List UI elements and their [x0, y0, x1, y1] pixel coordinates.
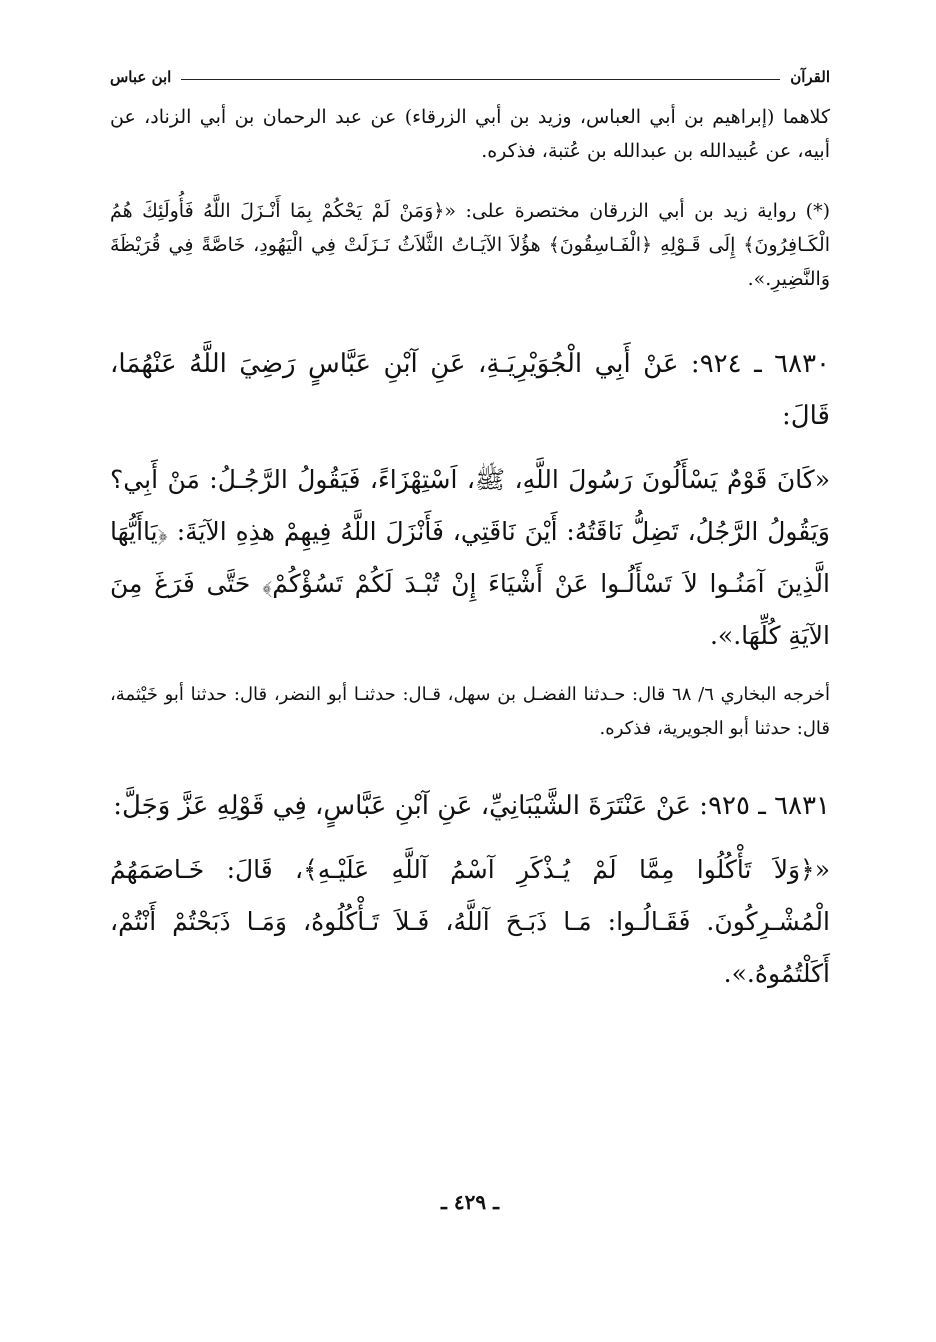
footnote-variant: (*) رواية زيد بن أبي الزرقان مختصرة على: «﴿وَمَنْ لَمْ يَحْكُمْ بِمَا أَنْـزَلَ اللَّهُ فَأُولَئِكَ هُمُ الْكَـافِرُونَ﴾ إِلَى قَـوْلِهِ ﴿الْفَـاسِقُونَ﴾ هؤُلاَ الآيَـاتُ الثَّلاَثُ نَـزَلَتْ فِي الْيَهُودِ، خَاصَّةً فِي قُرَيْظَةَ وَالنَّضِيرِ.». — [110, 200, 830, 290]
page-number: ـ ٤٢٩ ـ — [441, 1190, 499, 1214]
header-section-title: ابن عباس — [110, 68, 172, 86]
header-book-title: القرآن — [790, 68, 830, 86]
footnote-chain: كلاهما (إبراهيم بن أبي العباس، وزيد بن أبي الزرقاء) عن عبد الرحمان بن أبي الزناد، عن أبيه، عن عُبيدالله بن عبدالله بن عُتبة، فذكره. — [110, 106, 830, 162]
book-page — [110, 60, 830, 1280]
hadith-924-heading: ٦٨٣٠ ـ ٩٢٤: عَنْ أَبِي الْجُوَيْرِيَـةِ، عَنِ آبْنِ عَبَّاسٍ رَضِيَ اللَّهُ عَنْهُمَا، قَالَ: — [110, 349, 830, 431]
hadith-924-takhrij: أخرجه البخاري ٦/ ٦٨ قال: حـدثنا الفضـل بن سهل، قـال: حدثنـا أبو النضر، قال: حدثنا أبو خَيْثمة، قال: حدثنا أبو الجويرية، فذكره. — [110, 684, 830, 739]
running-header — [110, 60, 830, 86]
header-rule — [181, 79, 780, 80]
hadith-925-heading: ٦٨٣١ ـ ٩٢٥: عَنْ عَنْتَرَةَ الشَّيْبَانِيِّ، عَنِ آبْنِ عَبَّاسٍ، فِي قَوْلِهِ عَزَّ وَجَلَّ: — [113, 791, 830, 821]
hadith-925-text: «﴿وَلاَ تَأْكُلُوا مِمَّا لَمْ يُـذْكَرِ آسْمُ آللَّهِ عَلَيْـهِ﴾، قَالَ: خَـاصَمَهُمُ الْمُشْـرِكُونَ. فَقَـالُـوا: مَـا ذَبَـحَ آللَّهُ، فَـلاَ تَـأْكُلُوهُ، وَمَـا ذَبَحْتُمْ أَنْتُمْ، أَكَلْتُمُوهُ.». — [110, 855, 830, 988]
hadith-924-text: «كَانَ قَوْمٌ يَسْأَلُونَ رَسُولَ اللَّهِ، ﷺ، اَسْتِهْزَاءً، فَيَقُولُ الرَّجُـلُ: مَنْ أَبِي؟ وَيَقُولُ الرَّجُلُ، تَضِلُّ نَاقَتُهُ: أَيْنَ نَاقَتِي، فَأَنْزَلَ اللَّهُ فِيهِمْ هذِهِ الآيَةَ: ﴿يَاأَيُّهَا الَّذِينَ آمَنُـوا لاَ تَسْأَلُـوا عَنْ أَشْيَاءَ إِنْ تُبْـدَ لَكُمْ تَسُؤْكُمْ﴾ حَتَّى فَرَغَ مِنَ الآيَةِ كُلِّهَا.». — [110, 465, 830, 650]
